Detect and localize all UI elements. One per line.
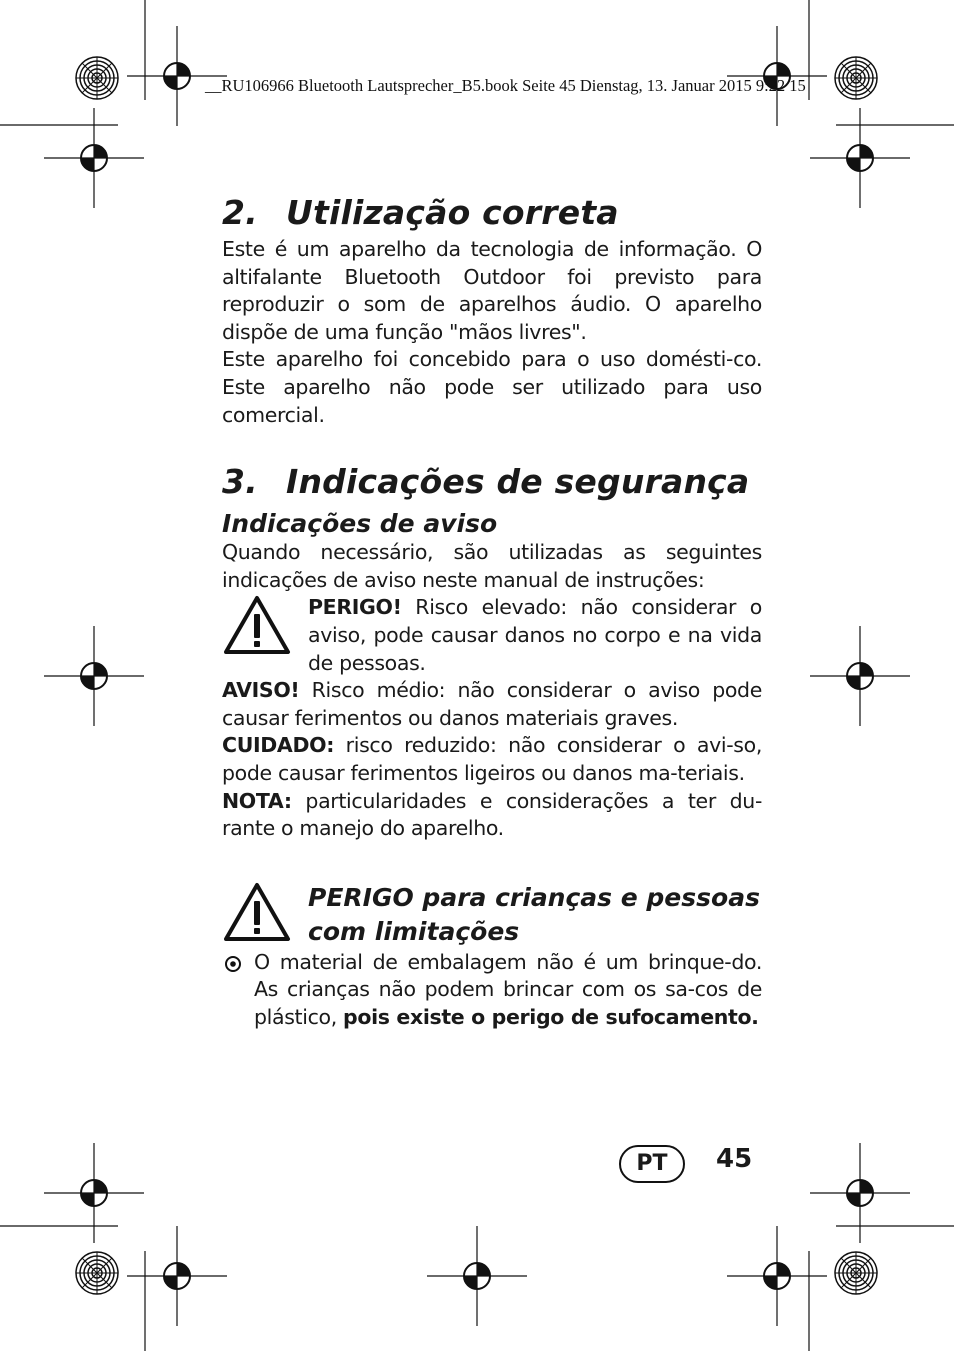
list-item	[222, 949, 762, 1032]
section-title: Indicações de segurança	[286, 462, 750, 502]
warning-triangle-icon	[222, 881, 292, 943]
page-content	[222, 190, 762, 1031]
section-heading-utilizacao	[222, 190, 762, 236]
paragraph: Quando necessário, são utilizadas as seguintes indicações de aviso neste manual de instruções:	[222, 540, 762, 592]
danger-heading: PERIGO para crianças e pessoas com limitações	[308, 882, 760, 946]
paragraph: Este é um aparelho da tecnologia de informação. O altifalante Bluetooth Outdoor foi previsto para reproduzir o som de aparelhos áudio. O aparelho dispõe de uma função "mãos livres".	[222, 237, 762, 344]
warning-triangle-icon	[222, 594, 292, 656]
bullet-text: O material de embalagem não é um brinque-do. As crianças não podem brincar com os sa-cos de plástico, pois existe o perigo de sufocamento.	[254, 949, 762, 1029]
nota-label: NOTA:	[222, 788, 292, 813]
section-number: 2.	[222, 193, 258, 232]
language-badge: PT	[619, 1145, 685, 1183]
subheading-indicacoes-aviso: Indicações de aviso	[222, 509, 498, 539]
section-heading-seguranca	[222, 459, 762, 505]
danger-children-block	[222, 881, 762, 949]
bullet-circle-icon	[222, 949, 254, 975]
aviso-text: AVISO! Risco médio: não considerar o aviso pode causar ferimentos ou danos materiais graves.	[222, 678, 762, 730]
cuidado-label: CUIDADO:	[222, 733, 335, 758]
cuidado-text: CUIDADO: risco reduzido: não considerar o avi-so, pode causar ferimentos ligeiros ou danos ma-teriais.	[222, 733, 762, 785]
perigo-label: PERIGO!	[308, 595, 402, 620]
print-header: __RU106966 Bluetooth Lautsprecher_B5.book Seite 45 Dienstag, 13. Januar 2015 9:22 15	[205, 76, 806, 95]
section-title: Utilização correta	[286, 193, 619, 232]
paragraph: Este aparelho foi concebido para o uso domésti-co. Este aparelho não pode ser utilizado para uso comercial.	[222, 347, 762, 427]
page-number: 45	[716, 1144, 753, 1174]
nota-text: NOTA: particularidades e considerações a ter du-rante o manejo do aparelho.	[222, 788, 762, 841]
aviso-label: AVISO!	[222, 678, 300, 703]
perigo-text: PERIGO! Risco elevado: não considerar o aviso, pode causar danos no corpo e na vida de pessoas.	[308, 595, 762, 675]
section-number: 3.	[222, 462, 258, 502]
perigo-block	[222, 594, 762, 677]
